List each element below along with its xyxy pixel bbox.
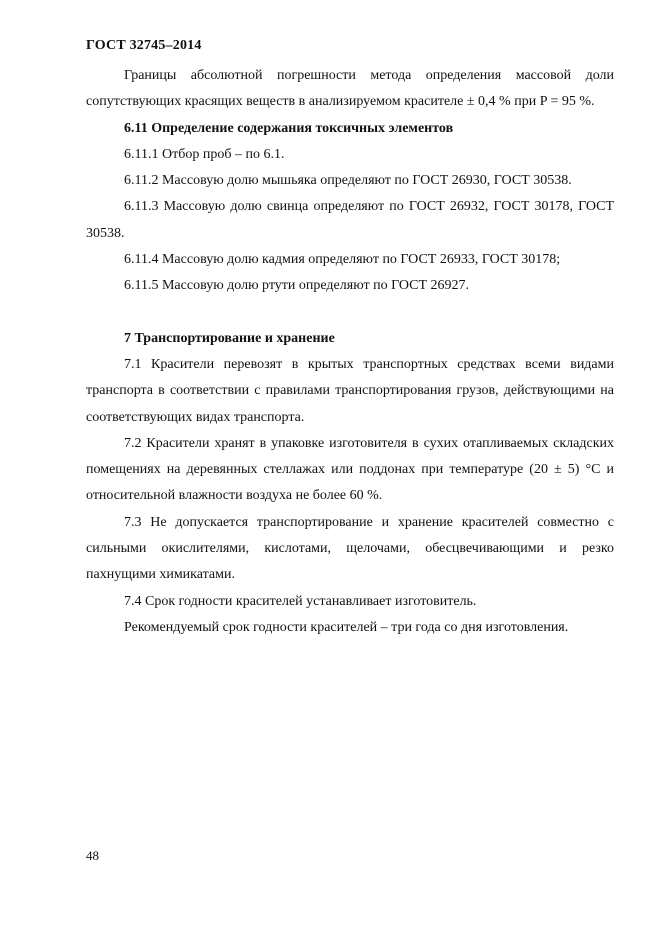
page-number: 48 — [86, 848, 99, 863]
clause-6-11-3: 6.11.3 Массовую долю свинца определяют по ГОСТ 26932, ГОСТ 30178, ГОСТ 30538. — [86, 199, 614, 241]
clause-7-1: 7.1 Красители перевозят в крытых транспортных средствах всеми видами транспорта в соответствии с правилами транспортирования грузов, действующими на соответствующих видах транспорта. — [86, 356, 614, 425]
clause-6-11-1: 6.11.1 Отбор проб – по 6.1. — [124, 146, 285, 162]
section-spacer — [86, 300, 614, 326]
clause-6-11-5: 6.11.5 Массовую долю ртути определяют по ГОСТ 26927. — [124, 278, 469, 294]
accuracy-paragraph: Границы абсолютной погрешности метода определения массовой доли сопутствующих красящих веществ в анализируемом красителе ± 0,4 % при P = 95 %. — [86, 68, 614, 110]
section-6-11-heading: 6.11 Определение содержания токсичных элементов — [124, 120, 454, 136]
clause-6-11-2: 6.11.2 Массовую долю мышьяка определяют по ГОСТ 26930, ГОСТ 30538. — [124, 173, 572, 189]
clause-7-2: 7.2 Красители хранят в упаковке изготовителя в сухих отапливаемых складских помещениях на деревянных стеллажах или поддонах при температуре (20 ± 5) °С и относительной влажности воздуха не более 60 %. — [86, 435, 614, 504]
section-7-heading: 7 Транспортирование и хранение — [124, 330, 335, 346]
recommended-shelf-life: Рекомендуемый срок годности красителей – три года со дня изготовления. — [124, 619, 569, 635]
document-body — [86, 63, 614, 641]
standard-header: ГОСТ 32745–2014 — [86, 38, 202, 53]
clause-6-11-4: 6.11.4 Массовую долю кадмия определяют по ГОСТ 26933, ГОСТ 30178; — [124, 252, 561, 268]
clause-7-3: 7.3 Не допускается транспортирование и хранение красителей совместно с сильными окислителями, кислотами, щелочами, обесцвечивающими и резко пахнущими химикатами. — [86, 514, 614, 583]
clause-7-4: 7.4 Срок годности красителей устанавливает изготовитель. — [124, 593, 477, 609]
